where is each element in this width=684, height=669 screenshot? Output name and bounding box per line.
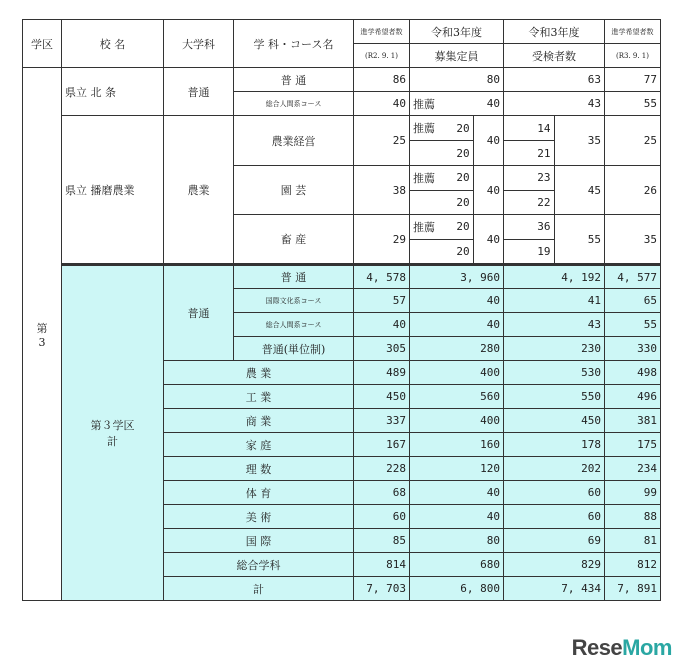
course-name: 総合学科 [164,553,354,577]
cur-value: 55 [605,92,661,116]
cur-value: 25 [605,116,661,166]
cur-value: 88 [605,505,661,529]
col-cur-hope: 進学希望者数 [605,20,661,44]
capacity-value: 40 [410,313,504,337]
cur-value: 234 [605,457,661,481]
exam-gen-value: 21 [504,141,554,166]
header-row [23,20,661,44]
examinees-value: 829 [504,553,605,577]
examinees-value: 43 [504,92,605,116]
capacity-value: 3, 960 [410,265,504,289]
resemom-logo: ReseMom [571,635,672,660]
examinees-cell [504,166,605,215]
cur-value: 55 [605,313,661,337]
prev-value: 86 [354,68,410,92]
rec-value: 20 [456,121,470,135]
cur-value: 812 [605,553,661,577]
exam-gen-value: 19 [504,239,554,263]
course-name: 商 業 [164,409,354,433]
capacity-value: 40 [486,232,500,246]
capacity-value: 40 [486,183,500,197]
cur-value: 7, 891 [605,577,661,601]
prev-value: 29 [354,215,410,265]
capacity-value: 40 [486,97,500,110]
capacity-value: 6, 800 [410,577,504,601]
examinees-value: 230 [504,337,605,361]
prev-value: 40 [354,313,410,337]
course-name: 普通(単位制) [234,337,354,361]
exam-rec-value: 14 [504,116,554,141]
prev-value: 305 [354,337,410,361]
prev-value: 489 [354,361,410,385]
examinees-value: 69 [504,529,605,553]
prev-value: 228 [354,457,410,481]
examinees-value: 45 [587,183,601,197]
cur-value: 496 [605,385,661,409]
prev-value: 167 [354,433,410,457]
col-course: 学 科・コース名 [234,20,354,68]
prev-value: 814 [354,553,410,577]
enrollment-table [22,19,661,601]
table-row [23,68,661,92]
prev-value: 68 [354,481,410,505]
cur-value: 381 [605,409,661,433]
rec-value: 20 [456,220,470,234]
prev-value: 40 [354,92,410,116]
prev-value: 38 [354,166,410,215]
examinees-value: 60 [504,505,605,529]
cur-value: 330 [605,337,661,361]
course-name: 体 育 [164,481,354,505]
examinees-value: 202 [504,457,605,481]
examinees-value: 450 [504,409,605,433]
cur-hope-date: (R3. 9. 1) [605,44,661,68]
rec-value: 20 [456,171,470,185]
table-row [23,265,661,289]
examinees-value: 530 [504,361,605,385]
examinees-sub: 受検者数 [504,44,605,68]
course-name: 計 [164,577,354,601]
capacity-value: 680 [410,553,504,577]
col-school: 校 名 [62,20,164,68]
total-label: 第３学区 計 [62,265,164,601]
course-name: 国 際 [164,529,354,553]
capacity-value: 560 [410,385,504,409]
examinees-value: 60 [504,481,605,505]
exam-rec-value: 23 [504,166,554,190]
district-cell: 第 3 [23,68,62,601]
course-name: 畜 産 [234,215,354,265]
examinees-value: 41 [504,289,605,313]
cur-value: 4, 577 [605,265,661,289]
prev-hope-date: (R2. 9. 1) [354,44,410,68]
major-name: 普通 [164,68,234,116]
gen-value: 20 [410,141,473,166]
cur-value: 65 [605,289,661,313]
major-name: 普通 [164,265,234,361]
examinees-value: 550 [504,385,605,409]
examinees-cell [504,215,605,265]
cur-value: 498 [605,361,661,385]
capacity-value: 160 [410,433,504,457]
major-name: 農業 [164,116,234,265]
gen-value: 20 [410,190,473,214]
prev-value: 25 [354,116,410,166]
examinees-value: 4, 192 [504,265,605,289]
exam-rec-value: 36 [504,215,554,239]
school-name: 県立 北 条 [62,68,164,116]
course-name: 国際文化系コース [234,289,354,313]
capacity-cell [410,166,504,215]
cur-value: 35 [605,215,661,265]
course-name: 家 庭 [164,433,354,457]
col-examinees: 令和3年度 [504,20,605,44]
prev-value: 85 [354,529,410,553]
rec-label: 推薦 [413,220,435,234]
course-name: 農業経営 [234,116,354,166]
capacity-value: 120 [410,457,504,481]
capacity-value: 400 [410,409,504,433]
capacity-value: 280 [410,337,504,361]
prev-value: 60 [354,505,410,529]
course-name: 普 通 [234,68,354,92]
prev-value: 7, 703 [354,577,410,601]
capacity-cell [410,116,504,166]
school-name: 県立 播磨農業 [62,116,164,265]
rec-label: 推薦 [413,97,435,111]
examinees-value: 43 [504,313,605,337]
capacity-cell [410,215,504,265]
table-row [23,116,661,166]
gen-value: 20 [410,239,473,263]
prev-value: 337 [354,409,410,433]
prev-value: 57 [354,289,410,313]
cur-value: 175 [605,433,661,457]
cur-value: 81 [605,529,661,553]
col-capacity: 令和3年度 [410,20,504,44]
examinees-value: 178 [504,433,605,457]
col-prev-hope: 進学希望者数 [354,20,410,44]
course-name: 普 通 [234,265,354,289]
capacity-value: 80 [410,68,504,92]
rec-label: 推薦 [413,171,435,185]
course-name: 農 業 [164,361,354,385]
capacity-value: 80 [410,529,504,553]
col-major: 大学科 [164,20,234,68]
capacity-cell [410,92,504,116]
capacity-value: 40 [410,481,504,505]
examinees-value: 63 [504,68,605,92]
cur-value: 77 [605,68,661,92]
cur-value: 99 [605,481,661,505]
course-name: 総合人間系コース [234,92,354,116]
examinees-value: 7, 434 [504,577,605,601]
rec-label: 推薦 [413,122,435,135]
exam-gen-value: 22 [504,190,554,214]
capacity-value: 40 [410,289,504,313]
cur-value: 26 [605,166,661,215]
examinees-value: 55 [587,232,601,246]
prev-value: 4, 578 [354,265,410,289]
course-name: 理 数 [164,457,354,481]
capacity-value: 40 [410,505,504,529]
col-district: 学区 [23,20,62,68]
course-name: 園 芸 [234,166,354,215]
prev-value: 450 [354,385,410,409]
capacity-value: 400 [410,361,504,385]
course-name: 総合人間系コース [234,313,354,337]
examinees-value: 35 [587,134,601,147]
capacity-value: 40 [486,134,500,147]
course-name: 工 業 [164,385,354,409]
capacity-sub: 募集定員 [410,44,504,68]
course-name: 美 術 [164,505,354,529]
examinees-cell [504,116,605,166]
